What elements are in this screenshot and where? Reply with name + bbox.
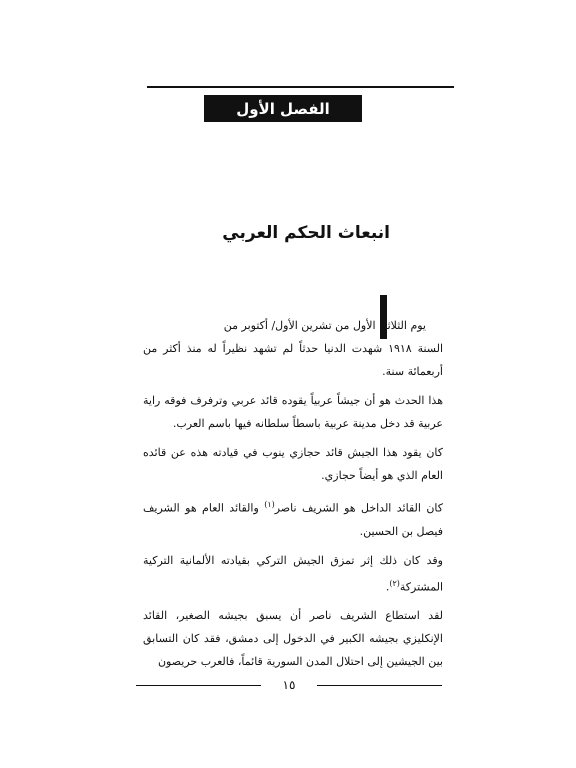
- chapter-label: الفصل الأول: [236, 99, 330, 118]
- paragraph-5-end: .: [385, 580, 390, 594]
- paragraph-4: [143, 493, 443, 543]
- footnote-ref-2[interactable]: (٢): [389, 578, 400, 588]
- body-text: [143, 314, 443, 679]
- paragraph-4-b: والقائد العام هو الشريف فيصل بن الحسين.: [143, 501, 443, 538]
- paragraph-1-cont: السنة ١٩١٨ شهدت الدنيا حدثاً لم تشهد نظيراً له منذ أكثر من أربعمائة سنة.: [143, 342, 444, 378]
- page-footer: [136, 677, 442, 693]
- top-rule: [147, 86, 454, 88]
- paragraph-2: هذا الحدث هو أن جيشاً عربياً يقوده قائد عربي وترفرف فوقه راية عربية قد دخل مدينة عربية باسطاً سلطانه فيها باسم العرب.: [143, 394, 443, 430]
- footer-rule-left: [136, 685, 261, 686]
- page-number: ١٥: [282, 678, 296, 692]
- chapter-heading: [204, 95, 362, 122]
- paragraph-3: كان يقود هذا الجيش قائد حجازي ينوب في قيادته هذه عن قائده العام الذي هو أيضاً حجازي.: [143, 446, 443, 482]
- page-title: انبعاث الحكم العربي: [222, 223, 390, 243]
- paragraph-4-a: كان القائد الداخل هو الشريف ناصر: [274, 501, 443, 515]
- paragraph-6: لقد استطاع الشريف ناصر أن يسبق بجيشه الصغير، القائد الإنكليزي بجيشه الكبير في الدخول إلى دمشق، فقد كان التسابق بين الجيشين إلى احتلال المدن السورية قائماً، فالعرب حريصون: [143, 609, 443, 669]
- paragraph-5: [143, 549, 443, 599]
- footer-rule-right: [317, 685, 442, 686]
- paragraph-1-line: يوم الثلاثاء الأول من تشرين الأول/ أكتوبر من: [223, 319, 426, 332]
- paragraph-5-a: وقد كان ذلك إثر تمزق الجيش التركي بقيادته الألمانية التركية المشتركة: [143, 553, 443, 594]
- footnote-ref-1[interactable]: (١): [264, 500, 275, 509]
